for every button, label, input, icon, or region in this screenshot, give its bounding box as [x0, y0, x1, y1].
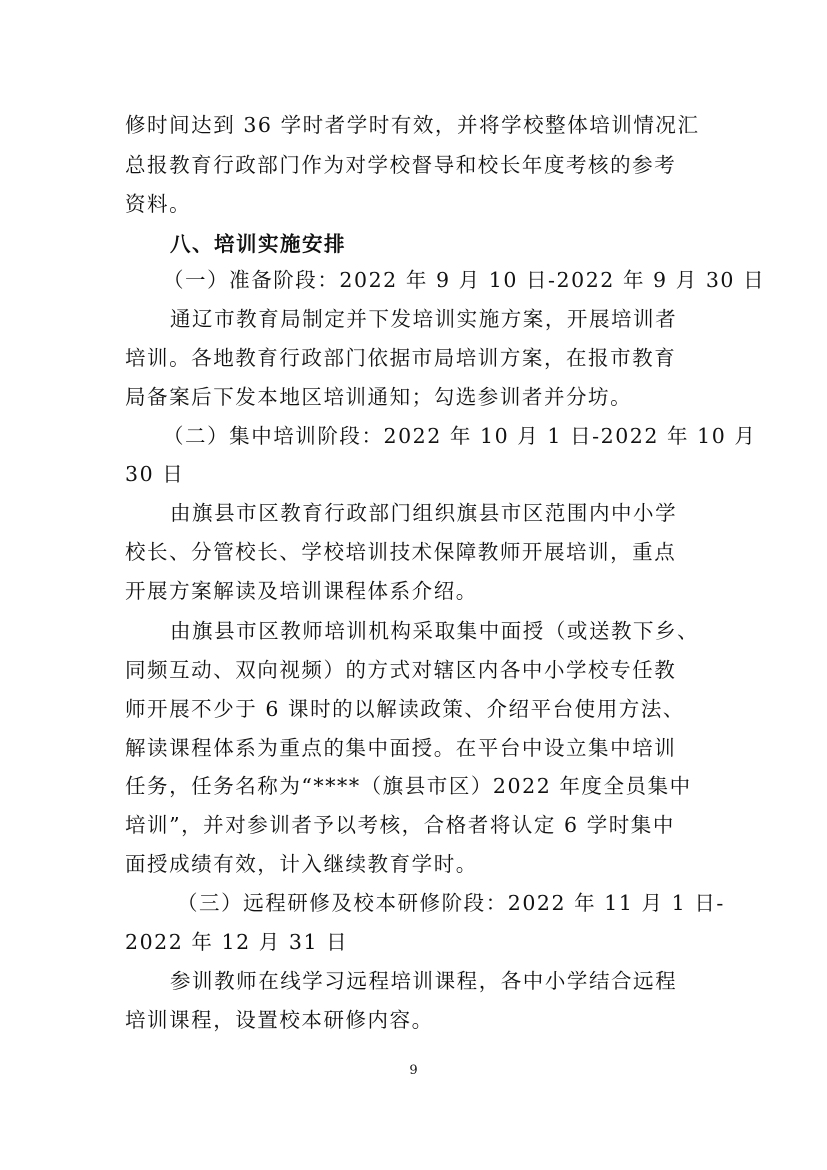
paragraph-line: 通辽市教育局制定并下发培训实施方案，开展培训者 — [170, 307, 678, 331]
paragraph-line: 资料。 — [125, 192, 192, 216]
paragraph-line: 面授成绩有效，计入继续教育学时。 — [125, 852, 478, 876]
paragraph-line: 由旗县市区教育行政部门组织旗县市区范围内中小学 — [170, 501, 678, 525]
subsection-heading: （二）集中培训阶段：2022 年 10 月 1 日-2022 年 10 月 — [163, 424, 757, 448]
subsection-heading-continued: 2022 年 12 月 31 日 — [125, 930, 349, 954]
paragraph-line: 开展方案解读及培训课程体系介绍。 — [125, 579, 478, 603]
paragraph-line: 由旗县市区教师培训机构采取集中面授（或送教下乡、 — [170, 619, 700, 643]
subsection-heading: （一）准备阶段：2022 年 9 月 10 日-2022 年 9 月 30 日 — [163, 268, 766, 292]
paragraph-line: 局备案后下发本地区培训通知；勾选参训者并分坊。 — [125, 385, 633, 409]
paragraph-line: 同频互动、双向视频）的方式对辖区内各中小学校专任教 — [125, 658, 677, 682]
paragraph-line: 师开展不少于 6 课时的以解读政策、介绍平台使用方法、 — [125, 697, 685, 721]
paragraph-line: 校长、分管校长、学校培训技术保障教师开展培训，重点 — [125, 540, 677, 564]
paragraph-line: 总报教育行政部门作为对学校督导和校长年度考核的参考 — [125, 153, 677, 177]
page-number: 9 — [409, 1063, 418, 1078]
paragraph-line: 参训教师在线学习远程培训课程，各中小学结合远程 — [170, 969, 678, 993]
paragraph-line: 培训”，并对参训者予以考核，合格者将认定 6 学时集中 — [125, 813, 675, 837]
paragraph-line: 培训。各地教育行政部门依据市局培训方案，在报市教育 — [125, 346, 677, 370]
subsection-heading: （三）远程研修及校本研修阶段：2022 年 11 月 1 日- — [177, 891, 725, 915]
paragraph-line: 修时间达到 36 学时者学时有效，并将学校整体培训情况汇 — [125, 113, 700, 137]
paragraph-line: 解读课程体系为重点的集中面授。在平台中设立集中培训 — [125, 736, 677, 760]
paragraph-line: 培训课程，设置校本研修内容。 — [125, 1008, 434, 1032]
section-heading: 八、培训实施安排 — [170, 232, 346, 256]
subsection-heading-continued: 30 日 — [125, 462, 185, 486]
paragraph-line: 任务，任务名称为“****（旗县市区）2022 年度全员集中 — [125, 774, 692, 798]
